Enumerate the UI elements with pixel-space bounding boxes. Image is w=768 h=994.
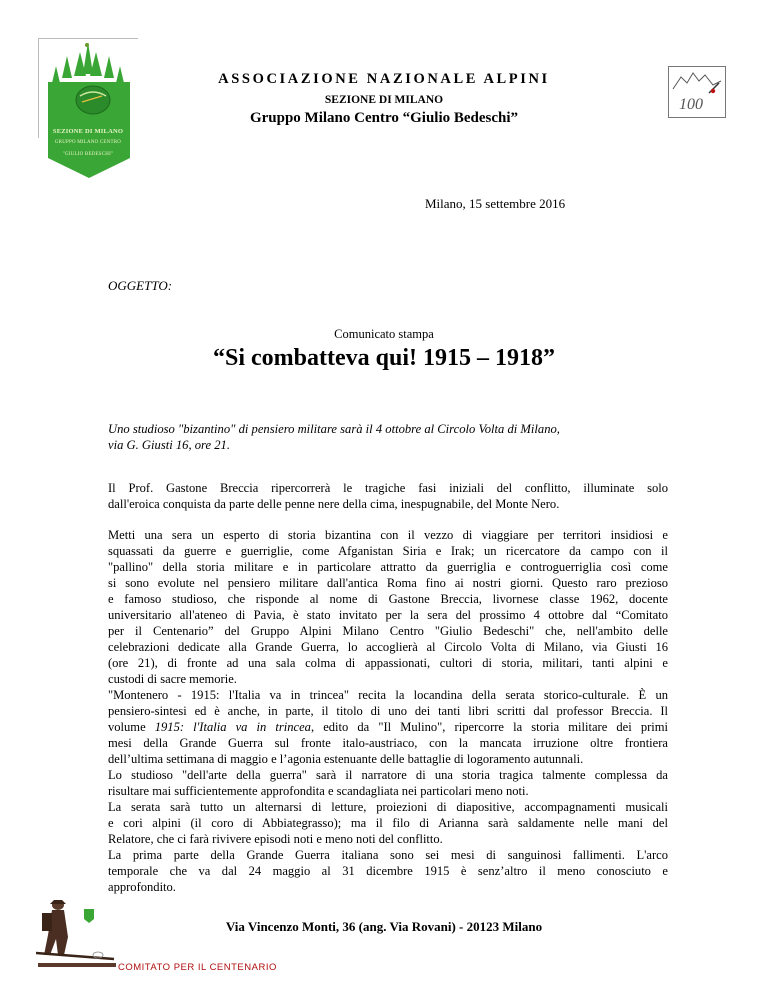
intro-line: dall'eroica conquista da parte delle penne nere della cima, inespugnabile, del Monte Nero.: [108, 497, 560, 511]
body-line: La serata sarà tutto un alternarsi di letture, proiezioni di diapositive, accompagnamenti musicali: [108, 800, 668, 814]
body-line: (ore 21), di fronte ad una sala colma di appassionati, cultori di storia, militari, tanti alpini e: [108, 656, 668, 670]
body-line: La prima parte della Grande Guerra italiana sono sei mesi di sanguinosi fallimenti. L'arco: [108, 848, 668, 862]
body-line: risultare mai sufficientemente approfondita e scandagliata nei particolari meno noti.: [108, 784, 529, 798]
section-name: SEZIONE DI MILANO: [324, 94, 444, 106]
press-release-title: “Si combatteva qui! 1915 – 1918”: [213, 345, 555, 371]
logo-100-text: 100: [679, 96, 703, 113]
body-line: custodi di sacre memorie.: [108, 672, 237, 686]
lead-line: Uno studioso "bizantino" di pensiero militare sarà il 4 ottobre al Circolo Volta di Milano,: [108, 422, 560, 436]
body-line: si sono evolute nel pensiero militare dall'antica Roma fino ai nostri giorni. Questo raro prezioso: [108, 576, 668, 590]
alpine-soldier-icon: [36, 897, 118, 977]
body-line: e famoso studioso, che risponde al nome di Gastone Breccia, livornese classe 1962, docente: [108, 592, 668, 606]
body-line: e cori alpini (il coro di Abbiategrasso); ma il filo di Arianna sarà saldamente nelle mani del: [108, 816, 668, 830]
body-line: "Montenero - 1915: l'Italia va in trincea" recita la locandina della serata storico-culturale. È un: [108, 688, 668, 702]
body-line: pensiero-sintesi ed è anche, in parte, il titolo di uno dei tanti libri scritti dal professor Breccia. Il: [108, 704, 668, 718]
crest-line3: "GIULIO BEDESCHI": [62, 152, 114, 157]
group-crest: [38, 38, 140, 180]
body-paragraph: [108, 527, 668, 895]
body-line: celebrazioni dedicate alla Grande Guerra, lo accoglierà al Circolo Volta di Milano, via Giusti 16: [108, 640, 668, 654]
lead-line: via G. Giusti 16, ore 21.: [108, 438, 230, 452]
soldier-silhouette: [36, 897, 118, 977]
body-line: Relatore, che ci farà rivivere episodi noti e meno noti del conflitto.: [108, 832, 443, 846]
body-line: squassati da guerre e guerriglie, come Afganistan Siria e Irak; un ricercatore da campo con il: [108, 544, 668, 558]
letter-date: Milano, 15 settembre 2016: [425, 196, 566, 211]
body-line: Metti una sera un esperto di storia bizantina con il vezzo di viaggiare per territori insidiosi e: [108, 528, 668, 542]
body-line: temporale che va dal 24 maggio al 31 dicembre 1915 è senz’altro il meno conosciuto e: [108, 864, 668, 878]
body-line: Lo studioso "dell'arte della guerra" sarà il narratore di una storia tragica talmente complessa da: [108, 768, 668, 782]
body-line: mesi della Grande Guerra sul fronte italo-austriaco, con la mancata irruzione oltre frontiera: [108, 736, 668, 750]
body-line: volume 1915: l'Italia va in trincea, edito da "Il Mulino", ripercorre la storia militare dei primi: [108, 720, 669, 734]
anniversary-logo: [668, 66, 726, 118]
subject-label: OGGETTO:: [108, 278, 173, 293]
intro-line: Il Prof. Gastone Breccia ripercorrerà le tragiche fasi iniziali del conflitto, illuminate solo: [108, 481, 668, 495]
intro-paragraph: [108, 480, 668, 512]
footer-address: Via Vincenzo Monti, 36 (ang. Via Rovani) - 20123 Milano: [225, 919, 543, 934]
anniversary-logo-icon: [669, 67, 725, 117]
association-title: ASSOCIAZIONE NAZIONALE ALPINI: [218, 71, 550, 87]
body-line: dell’ultima settimana di maggio e l’agonia estenuante delle battaglie di logoramento autunnali.: [108, 752, 584, 766]
body-line: approfondito.: [108, 880, 176, 894]
press-release-label: Comunicato stampa: [334, 327, 434, 341]
crest-shield-icon: [38, 38, 140, 180]
crest-line2: GRUPPO MILANO CENTRO: [54, 140, 122, 145]
lead-paragraph: [108, 421, 668, 453]
body-line: "pallino" della storia militare e in particolare attratto da guerriglia e controguerriglia così come: [108, 560, 668, 574]
group-name: Gruppo Milano Centro “Giulio Bedeschi”: [249, 110, 519, 126]
crest-line1: SEZIONE DI MILANO: [52, 128, 124, 135]
committee-label: COMITATO PER IL CENTENARIO: [118, 962, 277, 973]
body-line: per il Centenario” del Gruppo Alpini Milano Centro "Giulio Bedeschi" che, nell'ambito delle: [108, 624, 668, 638]
body-line: universitario all'ateneo di Pavia, è stato invitato per la sera del prossimo 4 ottobre dal “Comitato: [108, 608, 668, 622]
